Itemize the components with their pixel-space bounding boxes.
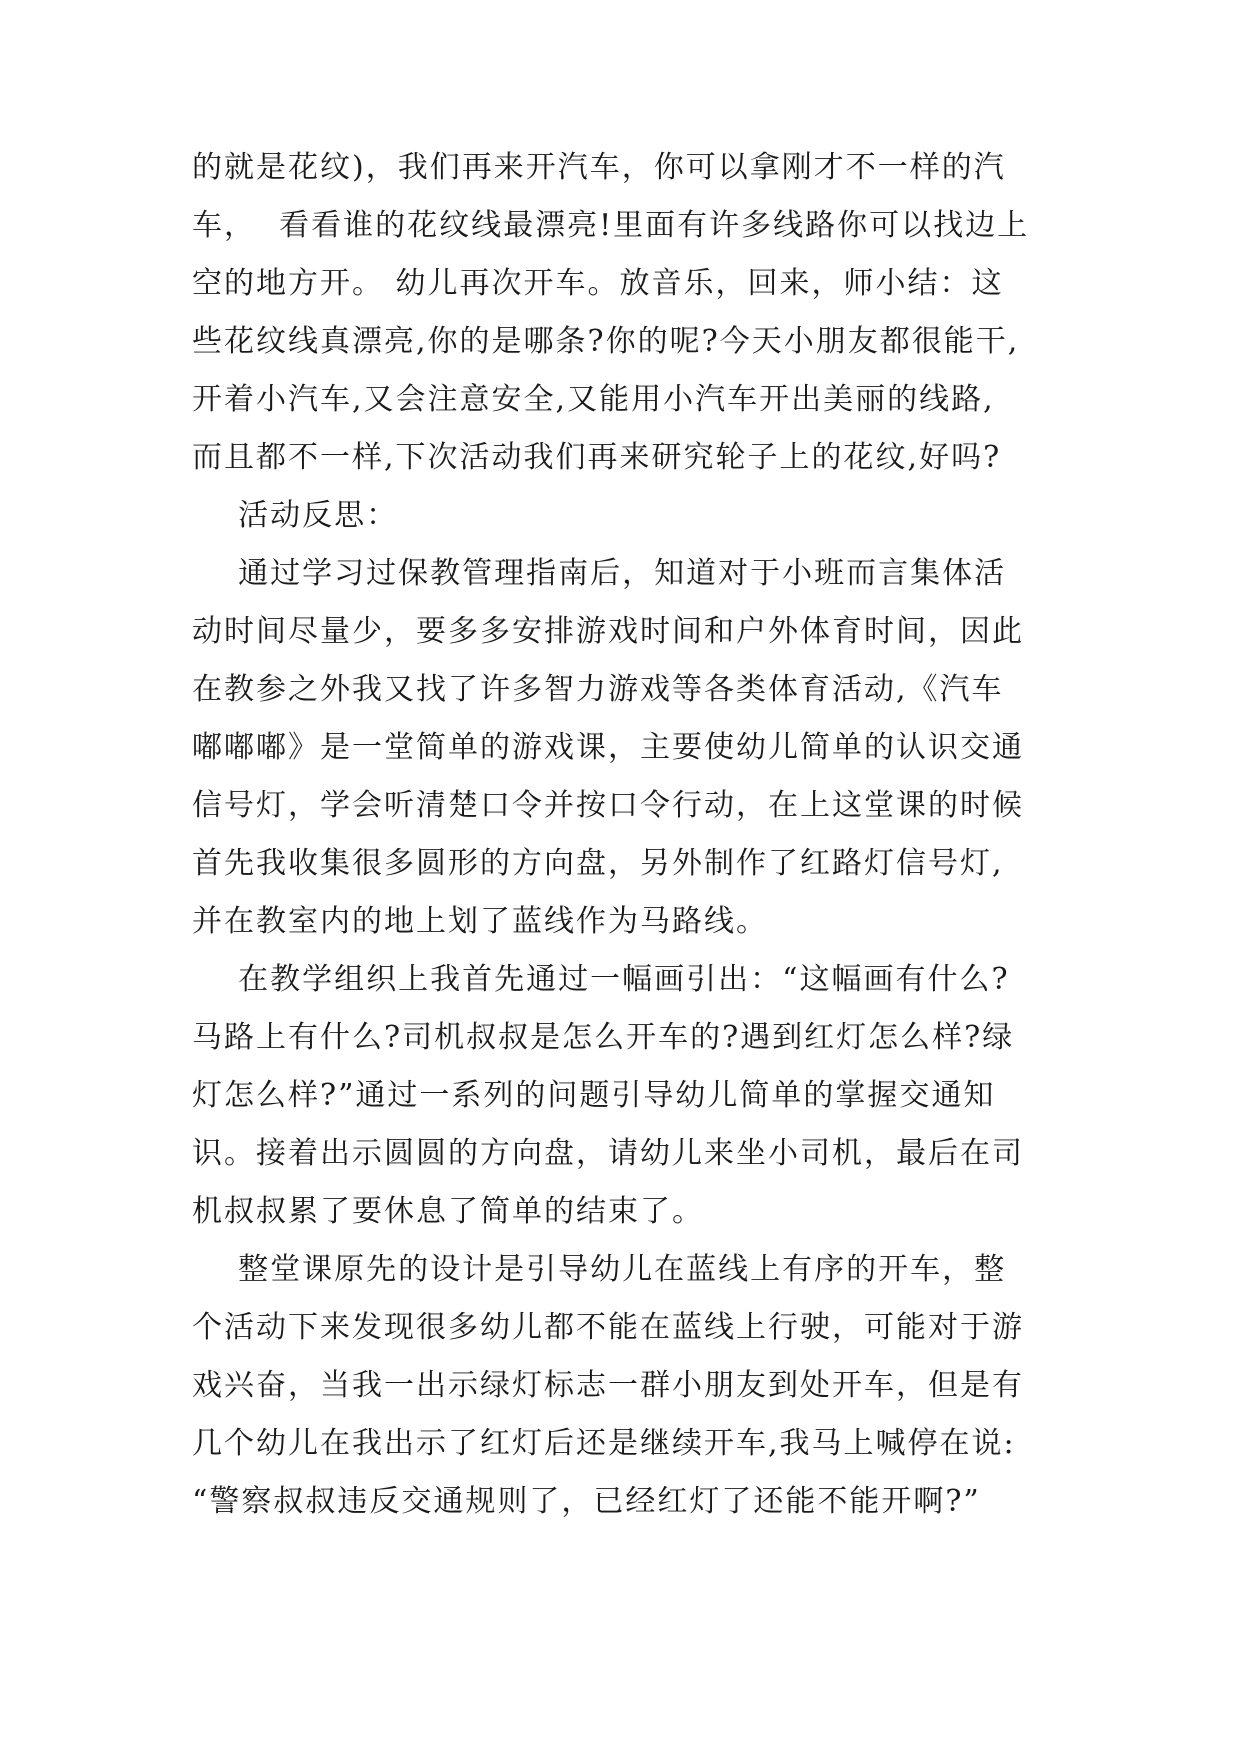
text-line: 些花纹线真漂亮,你的是哪条?你的呢?今天小朋友都很能干, <box>192 324 1020 359</box>
text-line: 空的地方开。 幼儿再次开车。放音乐，回来，师小结：这 <box>192 266 1004 301</box>
text-line: 在教参之外我又找了许多智力游戏等各类体育活动,《汽车 <box>192 672 1004 707</box>
text-line: 而且都不一样,下次活动我们再来研究轮子上的花纹,好吗? <box>192 440 1002 475</box>
body-text <box>192 139 1052 1531</box>
text-line: 几个幼儿在我出示了红灯后还是继续开车,我马上喊停在说: <box>192 1426 1016 1461</box>
text-line: 的就是花纹)，我们再来开汽车，你可以拿刚才不一样的汽 <box>192 150 1006 185</box>
text-line: 识。接着出示圆圆的方向盘，请幼儿来坐小司机，最后在司 <box>192 1136 1024 1171</box>
text-line: 开着小汽车,又会注意安全,又能用小汽车开出美丽的线路, <box>192 382 995 417</box>
text-line: 车， 看看谁的花纹线最漂亮!里面有许多线路你可以找边上 <box>192 208 1030 243</box>
text-line: 嘟嘟嘟》是一堂简单的游戏课，主要使幼儿简单的认识交通 <box>192 730 1024 765</box>
text-line: 首先我收集很多圆形的方向盘，另外制作了红路灯信号灯, <box>192 846 1004 881</box>
text-line: 灯怎么样?”通过一系列的问题引导幼儿简单的掌握交通知 <box>192 1078 996 1113</box>
text-line: 动时间尽量少，要多多安排游戏时间和户外体育时间，因此 <box>192 614 1024 649</box>
text-line: 并在教室内的地上划了蓝线作为马路线。 <box>192 904 768 939</box>
text-line: “警察叔叔违反交通规则了，已经红灯了还能不能开啊?” <box>192 1484 981 1519</box>
section-heading: 活动反思： <box>192 498 399 533</box>
text-line: 通过学习过保教管理指南后，知道对于小班而言集体活 <box>192 556 1007 591</box>
text-line: 在教学组织上我首先通过一幅画引出：“这幅画有什么? <box>192 962 1010 997</box>
text-line: 机叔叔累了要休息了简单的结束了。 <box>192 1194 704 1229</box>
text-line: 戏兴奋，当我一出示绿灯标志一群小朋友到处开车，但是有 <box>192 1368 1024 1403</box>
text-line: 马路上有什么?司机叔叔是怎么开车的?遇到红灯怎么样?绿 <box>192 1020 1015 1055</box>
text-line: 信号灯，学会听清楚口令并按口令行动，在上这堂课的时候 <box>192 788 1024 823</box>
text-line: 整堂课原先的设计是引导幼儿在蓝线上有序的开车，整 <box>192 1252 1007 1287</box>
text-line: 个活动下来发现很多幼儿都不能在蓝线上行驶，可能对于游 <box>192 1310 1024 1345</box>
